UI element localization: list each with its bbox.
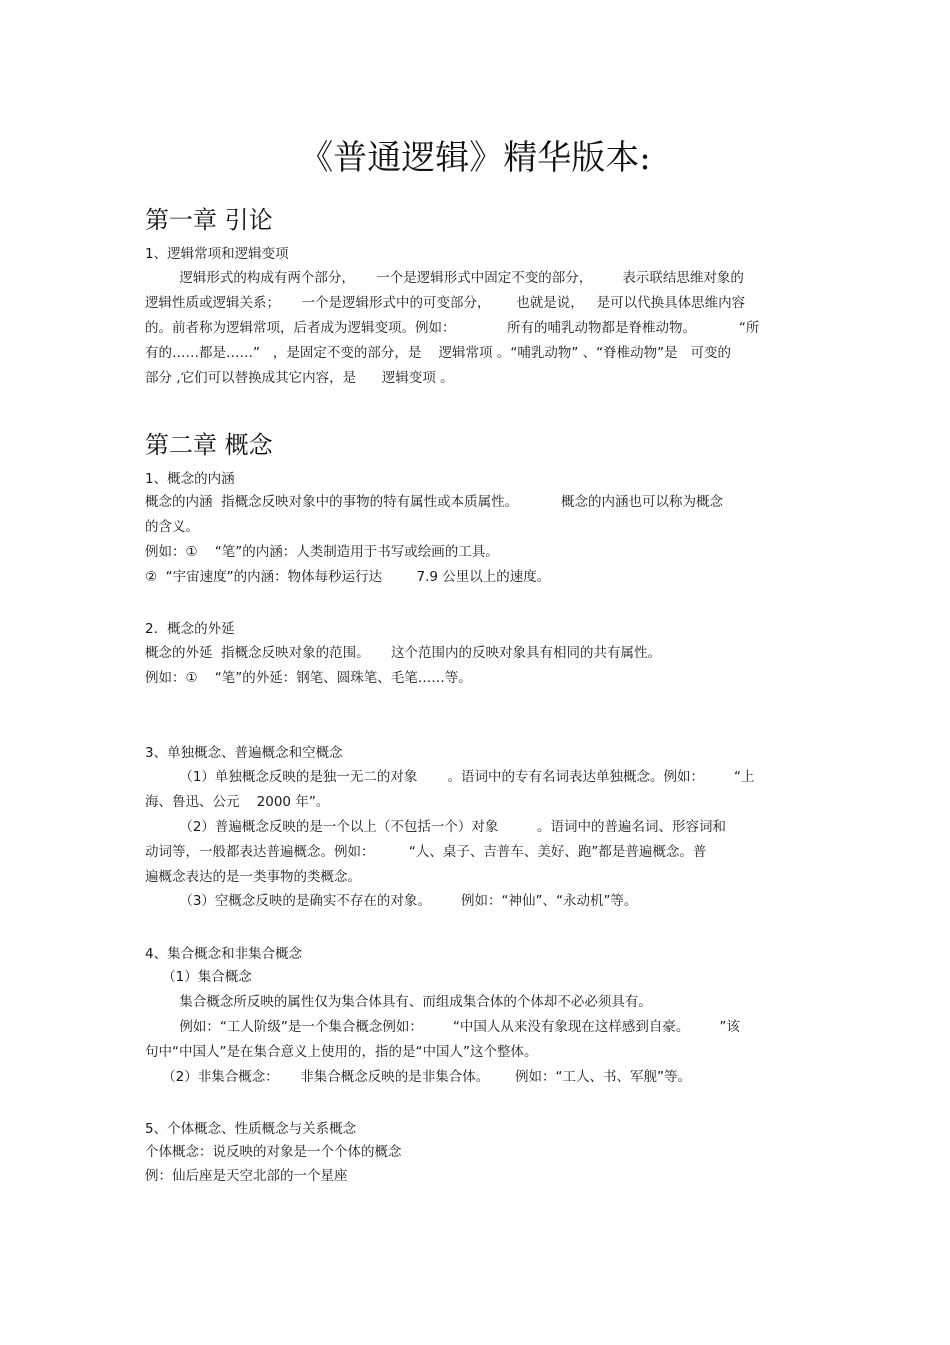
section-2-1-heading: 1、概念的内涵	[145, 471, 235, 487]
paragraph-line: 遍概念表达的是一类事物的类概念。	[145, 869, 361, 885]
section-1-1-heading: 1、逻辑常项和逻辑变项	[145, 246, 289, 262]
paragraph-line: 动词等，一般都表达普遍概念。例如： “人、桌子、吉普车、美好、跑”都是普遍概念。普	[145, 844, 707, 860]
paragraph-line: 集合概念所反映的属性仅为集合体具有、而组成集合体的个体却不必必须具有。	[145, 994, 652, 1010]
paragraph-line: 的含义。	[145, 519, 199, 535]
paragraph-line: 逻辑性质或逻辑关系； 一个是逻辑形式中的可变部分， 也就是说， 是可以代换具体思维内容	[145, 295, 746, 311]
paragraph-line: ② “宇宙速度”的内涵：物体每秒运行达 7.9 公里以上的速度。	[145, 569, 551, 585]
paragraph-line: （1）集合概念	[145, 969, 252, 985]
paragraph-line: （3）空概念反映的是确实不存在的对象。 例如：“神仙”、“永动机”等。	[145, 893, 638, 909]
paragraph-line: 部分 ,它们可以替换成其它内容，是 逻辑变项 。	[145, 370, 454, 386]
section-2-4-heading: 4、集合概念和非集合概念	[145, 946, 303, 962]
paragraph-line: 例如：① “笔”的内涵：人类制造用于书写或绘画的工具。	[145, 544, 499, 560]
section-2-3-heading: 3、单独概念、普遍概念和空概念	[145, 745, 343, 761]
chapter-2-heading: 第二章 概念	[145, 431, 273, 459]
paragraph-line: 逻辑形式的构成有两个部分， 一个是逻辑形式中固定不变的部分， 表示联结思维对象的	[145, 270, 744, 286]
paragraph-line: 海、鲁迅、公元 2000 年”。	[145, 794, 330, 810]
paragraph-line: 有的……都是……” ，是固定不变的部分，是 逻辑常项 。“哺乳动物” 、“脊椎动物”是 可变的	[145, 345, 731, 361]
section-2-2-heading: 2．概念的外延	[145, 621, 235, 637]
paragraph-line: （2）普遍概念反映的是一个以上（不包括一个）对象 。语词中的普遍名词、形容词和	[145, 819, 727, 835]
paragraph-line: （1）单独概念反映的是独一无二的对象 。语词中的专有名词表达单独概念。例如： “上	[145, 769, 755, 785]
section-2-5-heading: 5、个体概念、性质概念与关系概念	[145, 1121, 357, 1137]
paragraph-line: 例：仙后座是天空北部的一个星座	[145, 1168, 348, 1184]
paragraph-line: 概念的内涵 指概念反映对象中的事物的特有属性或本质属性。 概念的内涵也可以称为概念	[145, 494, 723, 510]
paragraph-line: 个体概念：说反映的对象是一个个体的概念	[145, 1144, 402, 1160]
paragraph-line: 概念的外延 指概念反映对象的范围。 这个范围内的反映对象具有相同的共有属性。	[145, 645, 662, 661]
paragraph-line: 的。前者称为逻辑常项，后者成为逻辑变项。例如： 所有的哺乳动物都是脊椎动物。 “所	[145, 320, 760, 336]
paragraph-line: （2）非集合概念： 非集合概念反映的是非集合体。 例如：“工人、书、军舰”等。	[145, 1069, 691, 1085]
paragraph-line: 句中“中国人”是在集合意义上使用的，指的是“中国人”这个整体。	[145, 1044, 538, 1060]
chapter-1-heading: 第一章 引论	[145, 206, 273, 234]
document-title: 《普通逻辑》精华版本:	[299, 138, 651, 178]
paragraph-line: 例如：① “笔”的外延：钢笔、圆珠笔、毛笔……等。	[145, 670, 472, 686]
paragraph-line: 例如：“工人阶级”是一个集合概念例如： “中国人从来没有象现在这样感到自豪。 ”该	[145, 1019, 740, 1035]
